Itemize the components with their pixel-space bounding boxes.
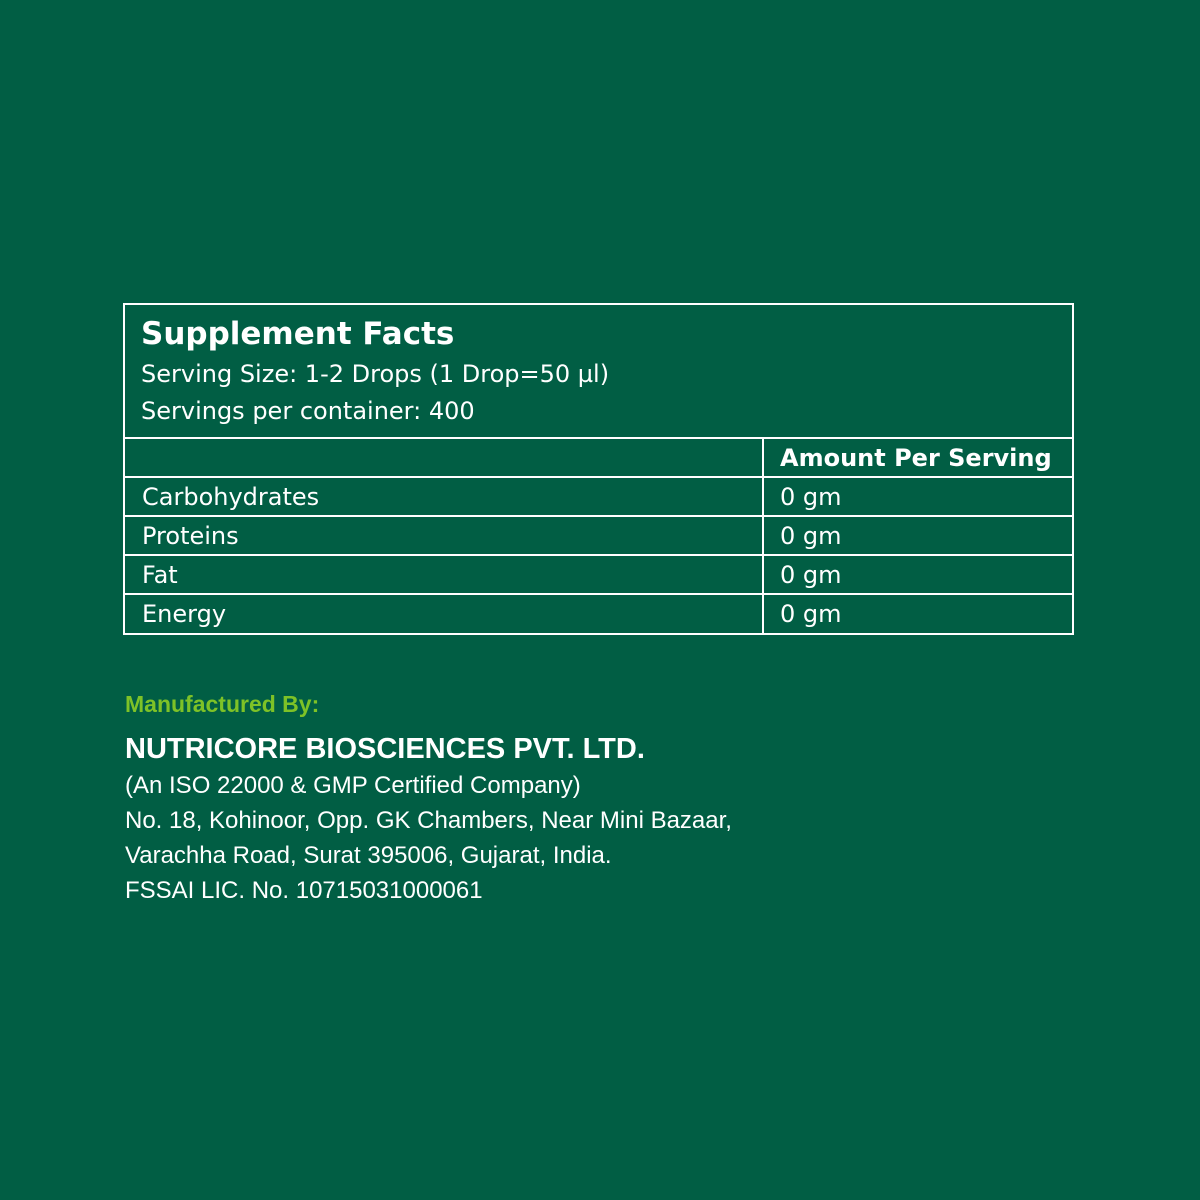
table-header-row (125, 439, 1072, 478)
manufacturer-name: NUTRICORE BIOSCIENCES PVT. LTD. (125, 733, 645, 765)
nutrient-name: Proteins (142, 522, 239, 550)
manufacturer-block (125, 688, 732, 908)
amount-column-header: Amount Per Serving (780, 444, 1052, 472)
license-number: FSSAI LIC. No. 10715031000061 (125, 877, 483, 904)
serving-size: Serving Size: 1-2 Drops (1 Drop=50 µl) (141, 360, 610, 388)
table-row (125, 556, 1072, 595)
table-row (125, 517, 1072, 556)
nutrient-name: Fat (142, 561, 178, 589)
nutrient-amount: 0 gm (780, 561, 842, 589)
address-line-1: No. 18, Kohinoor, Opp. GK Chambers, Near Mini Bazaar, (125, 807, 732, 834)
facts-title: Supplement Facts (141, 316, 455, 352)
nutrient-amount: 0 gm (780, 522, 842, 550)
servings-per-container: Servings per container: 400 (141, 397, 475, 425)
facts-header (125, 305, 1072, 439)
nutrient-amount: 0 gm (780, 483, 842, 511)
nutrient-amount: 0 gm (780, 600, 842, 628)
manufacturer-label: Manufactured By: (125, 691, 320, 717)
nutrient-name: Energy (142, 600, 227, 628)
certification-text: (An ISO 22000 & GMP Certified Company) (125, 772, 581, 799)
table-row (125, 595, 1072, 634)
nutrient-name: Carbohydrates (142, 483, 320, 511)
supplement-facts-table (123, 303, 1074, 635)
address-line-2: Varachha Road, Surat 395006, Gujarat, India. (125, 842, 612, 869)
table-row (125, 478, 1072, 517)
